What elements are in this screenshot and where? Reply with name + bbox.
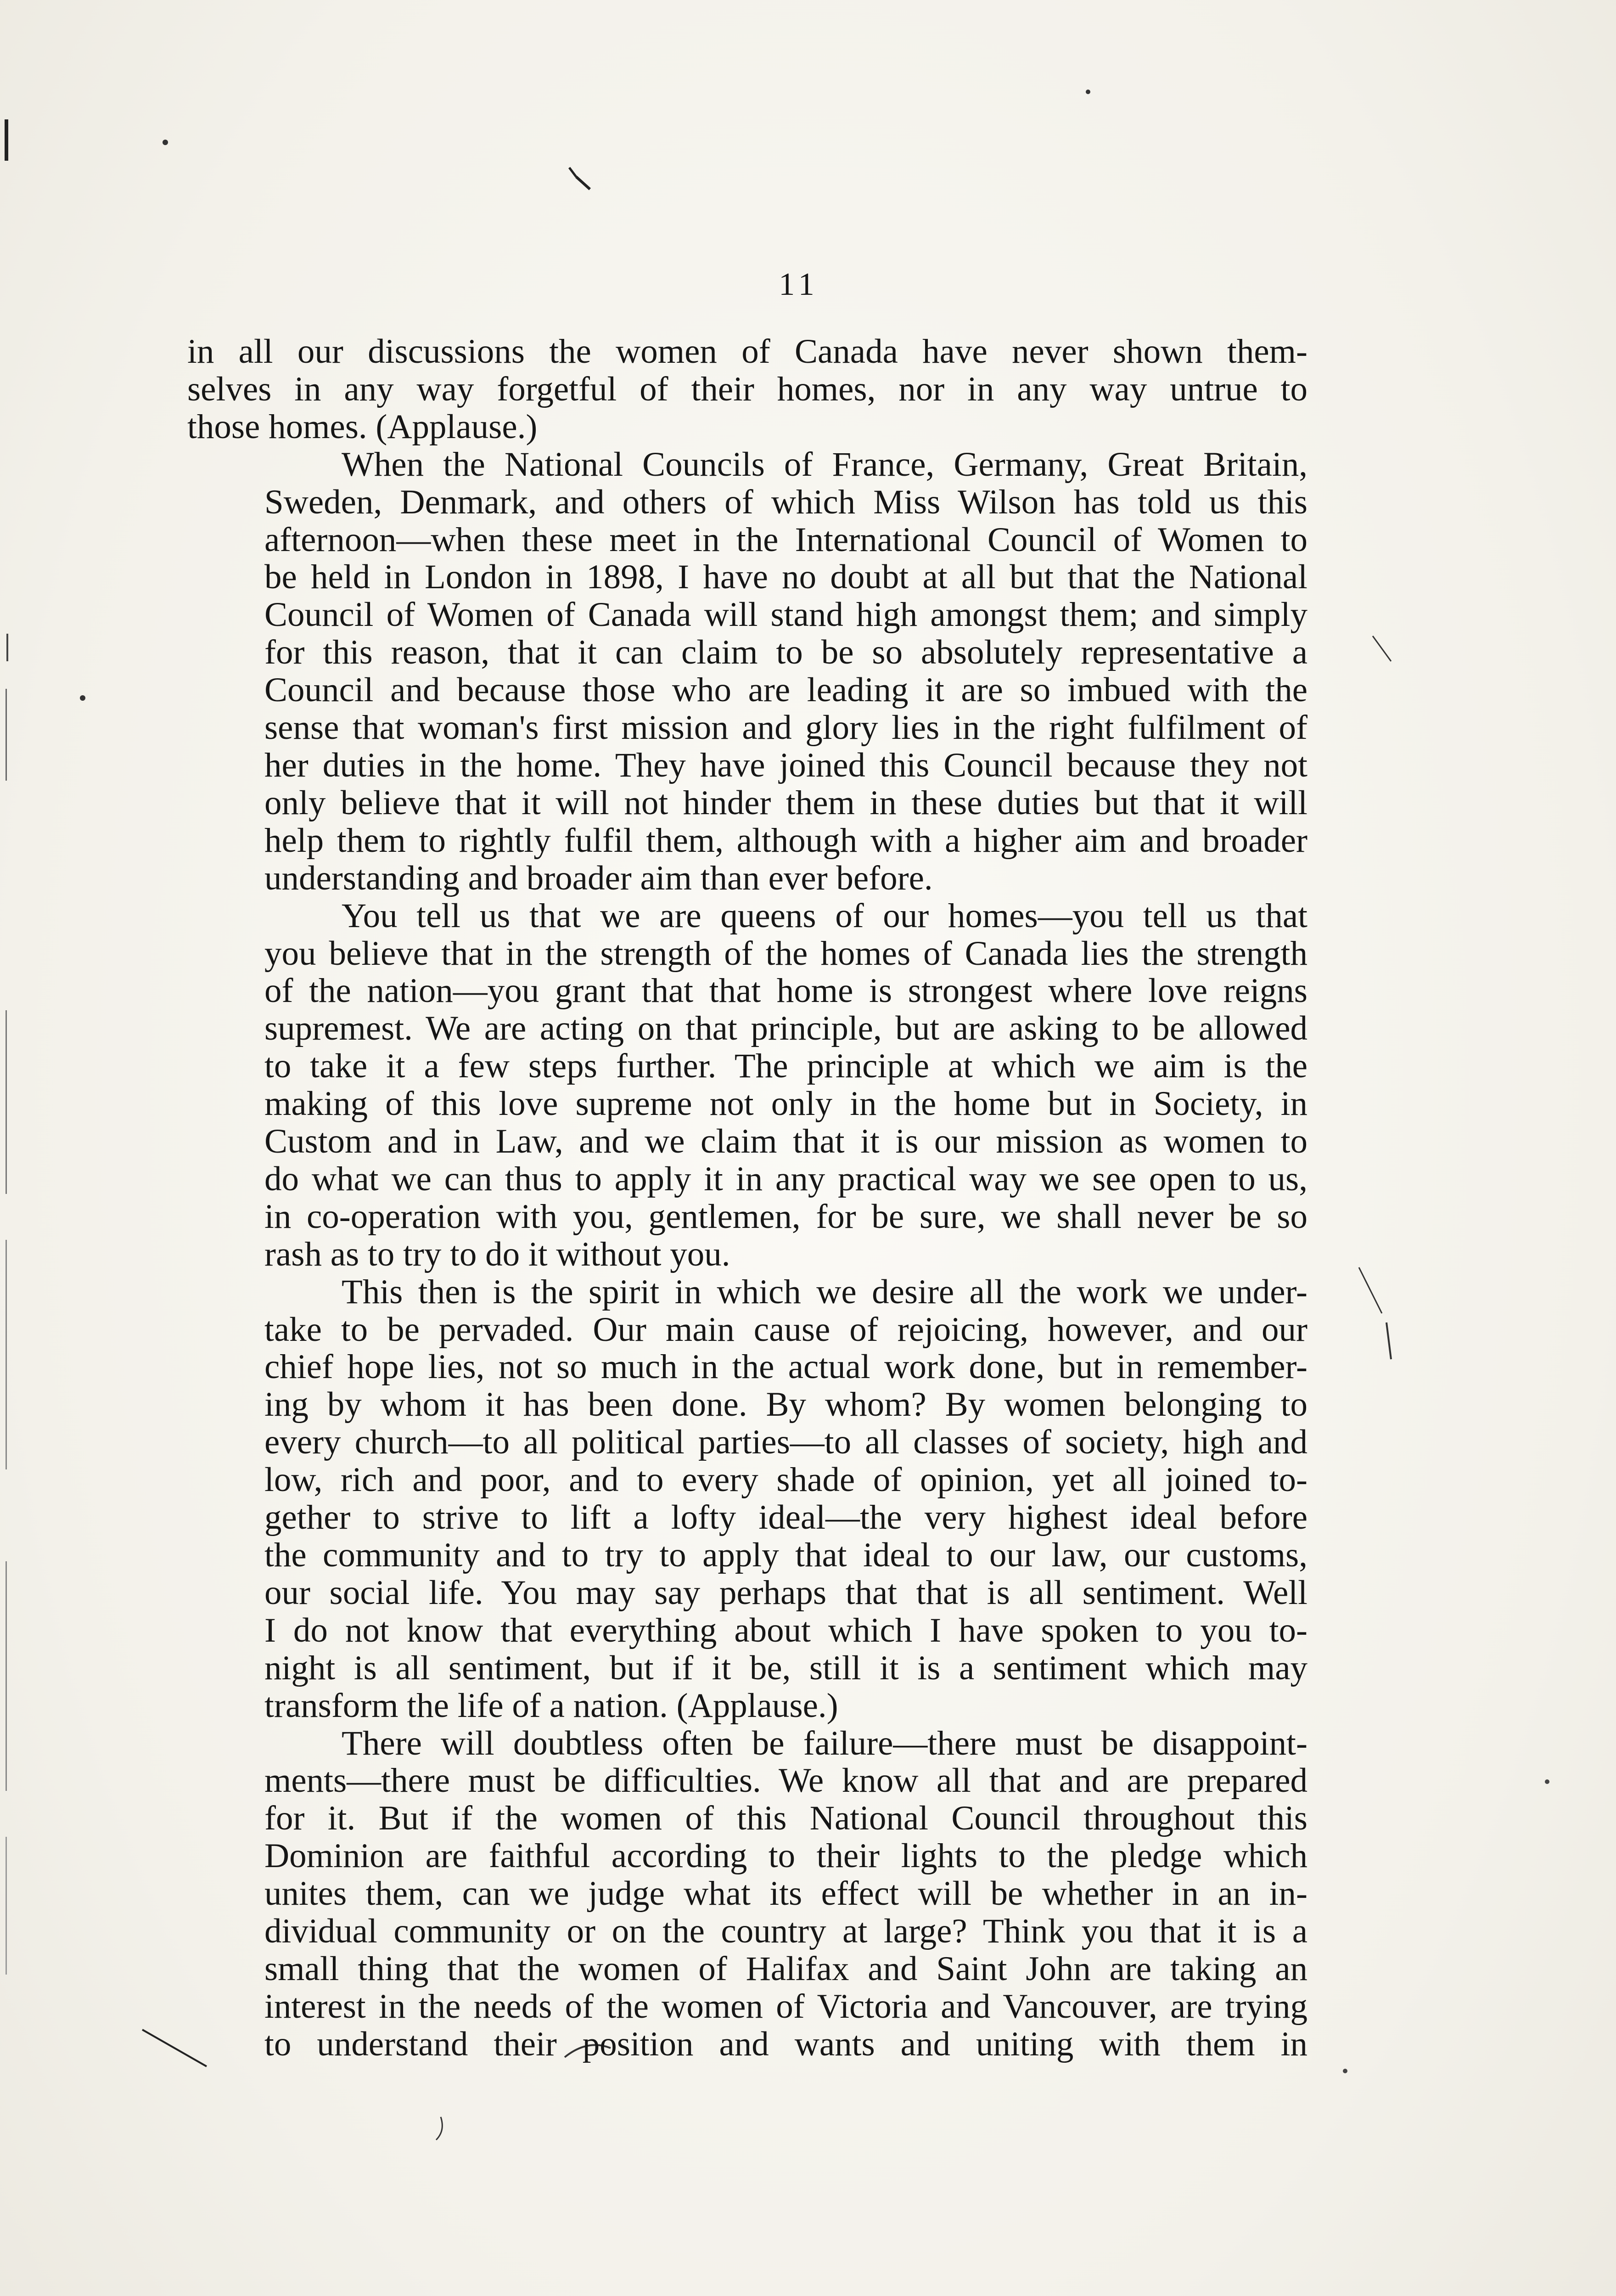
text-line: rash as to try to do it without you. — [264, 1235, 730, 1273]
paragraph-2 — [187, 446, 1307, 897]
paragraph-5 — [187, 1725, 1307, 2063]
text-line: making of this love supreme not only in the home but in Society, in — [264, 1085, 1307, 1123]
text-line: the community and to try to apply that ideal to our law, our customs, — [264, 1536, 1307, 1574]
text-line: those homes. (Applause.) — [187, 407, 538, 446]
text-line: afternoon—when these meet in the International Council of Women to — [264, 520, 1307, 559]
text-line: Dominion are faithful according to their lights to the pledge which — [264, 1837, 1307, 1875]
paragraph-1 — [187, 333, 1307, 446]
text-line: for this reason, that it can claim to be so absolutely representative a — [264, 633, 1307, 672]
text-line: every church—to all political parties—to all classes of society, high and — [264, 1423, 1307, 1462]
text-line: Council of Women of Canada will stand high amongst them; and simply — [264, 596, 1307, 634]
text-line: I do not know that everything about which I have spoken to you to- — [264, 1611, 1307, 1649]
text-line: selves in any way forgetful of their homes, nor in any way untrue to — [187, 370, 1307, 408]
text-line: When the National Councils of France, Germany, Great Britain, — [342, 445, 1307, 484]
text-line: supremest. We are acting on that principle, but are asking to be allowed — [264, 1009, 1307, 1048]
paragraph-3 — [187, 897, 1307, 1273]
page-number: 11 — [779, 267, 819, 302]
text-line: gether to strive to lift a lofty ideal—the very highest ideal before — [264, 1498, 1307, 1537]
text-line: small thing that the women of Halifax and Saint John are taking an — [264, 1949, 1307, 1988]
text-line: her duties in the home. They have joined this Council because they not — [264, 746, 1307, 784]
text-line: You tell us that we are queens of our homes—you tell us that — [342, 896, 1307, 935]
text-line: Custom and in Law, and we claim that it is our mission as women to — [264, 1122, 1307, 1161]
text-line: our social life. You may say perhaps that that is all sentiment. Well — [264, 1573, 1307, 1612]
text-line: There will doubtless often be failure—there must be disappoint- — [342, 1724, 1307, 1762]
text-line: be held in London in 1898, I have no doubt at all but that the National — [264, 558, 1307, 597]
text-line: for it. But if the women of this National Council throughout this — [264, 1799, 1307, 1838]
text-line: low, rich and poor, and to every shade of opinion, yet all joined to- — [264, 1461, 1307, 1499]
text-line: take to be pervaded. Our main cause of rejoicing, however, and our — [264, 1310, 1307, 1349]
text-line: transform the life of a nation. (Applause.) — [264, 1686, 838, 1725]
text-line: ments—there must be difficulties. We know all that and are prepared — [264, 1761, 1307, 1800]
text-line: Council and because those who are leading it are so imbued with the — [264, 671, 1307, 709]
text-line: sense that woman's first mission and glory lies in the right fulfilment of — [264, 709, 1307, 747]
text-line: only believe that it will not hinder them in these duties but that it will — [264, 783, 1307, 822]
text-line: in all our discussions the women of Canada have never shown them- — [187, 332, 1307, 371]
text-line: night is all sentiment, but if it be, still it is a sentiment which may — [264, 1649, 1307, 1687]
text-line: do what we can thus to apply it in any practical way we see open to us, — [264, 1159, 1307, 1198]
text-line: unites them, can we judge what its effect will be whether in an in- — [264, 1874, 1307, 1913]
body-text — [187, 333, 1307, 2063]
text-line: chief hope lies, not so much in the actual work done, but in remember- — [264, 1348, 1307, 1386]
text-line: to understand their position and wants and uniting with them in — [264, 2025, 1307, 2063]
text-line: interest in the needs of the women of Victoria and Vancouver, are trying — [264, 1987, 1307, 2026]
text-line: help them to rightly fulfil them, although with a higher aim and broader — [264, 821, 1307, 860]
text-line: ing by whom it has been done. By whom? By women belonging to — [264, 1385, 1307, 1424]
paragraph-4 — [187, 1273, 1307, 1725]
text-line: to take it a few steps further. The principle at which we aim is the — [264, 1047, 1307, 1086]
text-line: you believe that in the strength of the homes of Canada lies the strength — [264, 934, 1307, 973]
text-line: understanding and broader aim than ever before. — [264, 859, 933, 897]
text-line: Sweden, Denmark, and others of which Miss Wilson has told us this — [264, 483, 1307, 521]
text-line: This then is the spirit in which we desire all the work we under- — [342, 1272, 1307, 1311]
text-line: in co-operation with you, gentlemen, for be sure, we shall never be so — [264, 1197, 1307, 1236]
text-line: dividual community or on the country at large? Think you that it is a — [264, 1912, 1307, 1951]
text-line: of the nation—you grant that that home is strongest where love reigns — [264, 972, 1307, 1010]
